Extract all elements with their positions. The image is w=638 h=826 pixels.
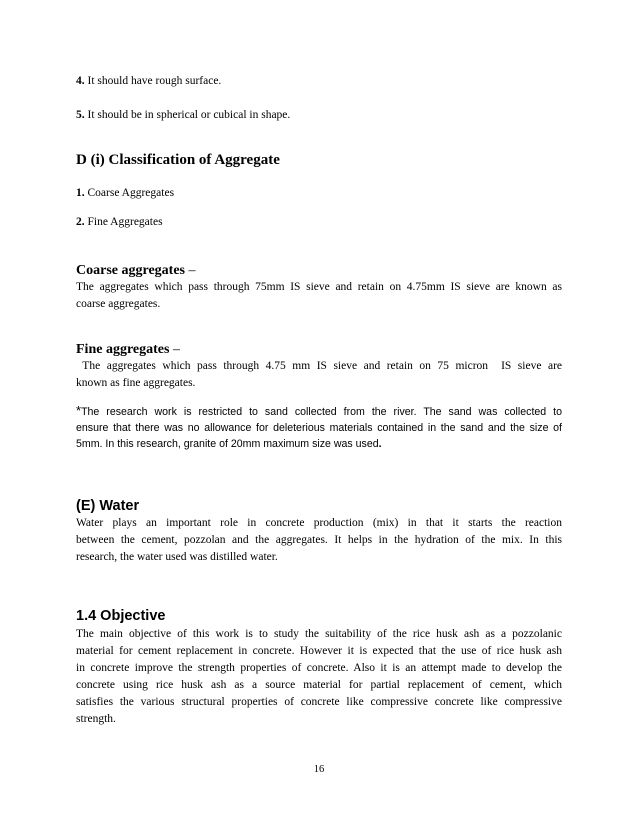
research-note-star: * (76, 403, 82, 418)
property-item-5-number: 5. (76, 109, 85, 121)
page-number: 16 (313, 764, 325, 775)
objective-line-6: strength. (76, 713, 116, 725)
research-note-line-2: ensure that there was no allowance for deleterious materials contained in the sand and the size of (76, 422, 562, 434)
objective-paragraph (76, 626, 562, 728)
classification-item-2-text: Fine Aggregates (84, 216, 163, 228)
coarse-line-1: The aggregates which pass through 75mm IS sieve and retain on 4.75mm IS sieve are known as (76, 281, 562, 293)
objective-line-3: in concrete improve the strength properties of concrete. Also it is an attempt made to develop the (76, 662, 562, 674)
fine-line-1: The aggregates which pass through 4.75 mm IS sieve and retain on 75 micron IS sieve are (76, 360, 562, 372)
coarse-aggregates-heading (76, 262, 562, 279)
fine-aggregates-definition (76, 358, 562, 392)
objective-line-4: concrete using rice husk ash as a source material for partial replacement of cement, which (76, 679, 562, 691)
coarse-aggregates-title: Coarse aggregates (76, 263, 185, 278)
water-line-2: between the cement, pozzolan and the aggregates. It helps in the hydration of the mix. In this (76, 534, 562, 546)
water-heading: (E) Water (76, 498, 140, 514)
fine-aggregates-heading (76, 341, 562, 358)
coarse-aggregates-section (76, 262, 562, 313)
water-line-1: Water plays an important role in concrete production (mix) in that it starts the reaction (76, 517, 562, 529)
water-paragraph (76, 515, 562, 566)
property-item-4-text: It should have rough surface. (84, 75, 222, 87)
fine-aggregates-title: Fine aggregates (76, 342, 170, 357)
research-note (76, 403, 562, 452)
classification-item-2 (76, 215, 562, 230)
water-line-3: research, the water used was distilled water. (76, 551, 278, 563)
fine-line-2: known as fine aggregates. (76, 377, 196, 389)
research-note-line-3-text: 5mm. In this research, granite of 20mm maximum size was used (76, 438, 379, 450)
coarse-aggregates-dash: – (185, 263, 196, 278)
objective-heading: 1.4 Objective (76, 608, 166, 624)
research-note-line-3 (76, 436, 562, 452)
coarse-aggregates-definition (76, 279, 562, 313)
research-note-line-1-text: The research work is restricted to sand collected from the river. The sand was collected to (81, 406, 562, 418)
research-note-line-1 (76, 403, 562, 420)
classification-item-1-text: Coarse Aggregates (84, 187, 175, 199)
property-item-5-text: It should be in spherical or cubical in shape. (84, 109, 291, 121)
classification-item-1 (76, 186, 562, 201)
objective-line-5: satisfies the various structural properties of concrete like compressive concrete like compressive (76, 696, 562, 708)
coarse-line-2: coarse aggregates. (76, 298, 161, 310)
property-item-4 (76, 74, 562, 89)
objective-line-1: The main objective of this work is to study the suitability of the rice husk ash as a pozzolanic (76, 628, 562, 640)
property-item-5 (76, 108, 562, 123)
objective-line-2: material for cement replacement in concrete. However it is expected that the use of rice husk ash (76, 645, 562, 657)
property-item-4-number: 4. (76, 75, 85, 87)
classification-item-1-number: 1. (76, 187, 85, 199)
research-note-period: . (378, 438, 382, 450)
classification-heading: D (i) Classification of Aggregate (76, 152, 280, 168)
classification-item-2-number: 2. (76, 216, 85, 228)
fine-aggregates-section (76, 341, 562, 392)
fine-aggregates-dash: – (169, 342, 180, 357)
